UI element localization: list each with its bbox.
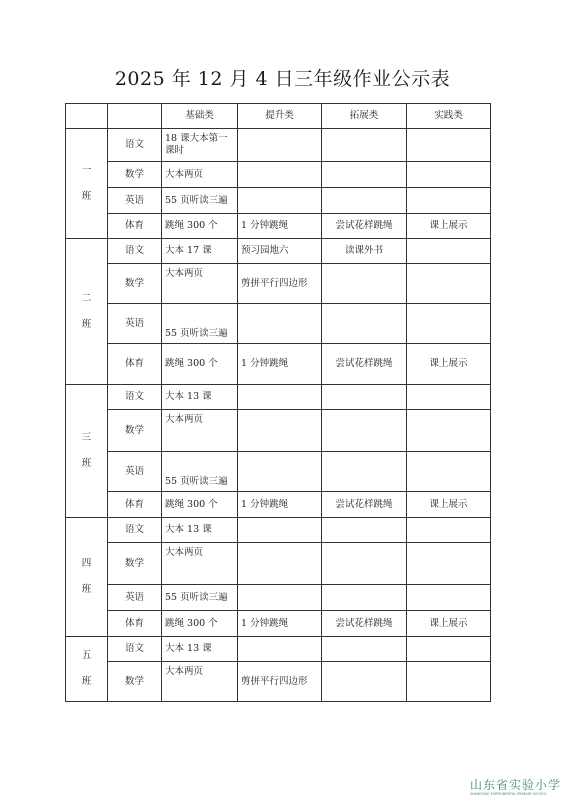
subject-cell: 数学 xyxy=(108,543,162,585)
table-row xyxy=(66,129,491,162)
basic-cell: 跳绳 300 个 xyxy=(162,344,238,385)
extension-cell xyxy=(322,162,407,188)
subject-cell: 数学 xyxy=(108,662,162,702)
extension-cell: 尝试花样跳绳 xyxy=(322,611,407,637)
advanced-cell xyxy=(238,410,322,452)
practice-cell xyxy=(407,304,491,344)
subject-cell: 体育 xyxy=(108,344,162,385)
table-row xyxy=(66,385,491,410)
practice-cell xyxy=(407,385,491,410)
subject-cell: 语文 xyxy=(108,129,162,162)
subject-cell: 体育 xyxy=(108,214,162,239)
practice-cell xyxy=(407,264,491,304)
practice-cell: 课上展示 xyxy=(407,214,491,239)
subject-cell: 数学 xyxy=(108,410,162,452)
table-row xyxy=(66,264,491,304)
basic-cell: 55 页听读三遍 xyxy=(162,188,238,214)
basic-cell: 大本 13 课 xyxy=(162,385,238,410)
extension-cell xyxy=(322,637,407,662)
extension-cell xyxy=(322,585,407,611)
subject-cell: 体育 xyxy=(108,492,162,518)
basic-cell: 55 页听读三遍 xyxy=(162,585,238,611)
practice-cell: 课上展示 xyxy=(407,611,491,637)
class-cell xyxy=(66,129,108,239)
advanced-cell xyxy=(238,637,322,662)
practice-cell: 课上展示 xyxy=(407,344,491,385)
advanced-cell: 1 分钟跳绳 xyxy=(238,492,322,518)
class-name: 四班 xyxy=(81,558,92,595)
practice-cell xyxy=(407,543,491,585)
advanced-cell xyxy=(238,162,322,188)
advanced-cell xyxy=(238,452,322,492)
basic-cell: 大本两页 xyxy=(162,264,238,304)
basic-cell: 大本 17 课 xyxy=(162,239,238,264)
advanced-cell: 1 分钟跳绳 xyxy=(238,611,322,637)
extension-cell: 尝试花样跳绳 xyxy=(322,492,407,518)
class-cell xyxy=(66,518,108,637)
extension-cell xyxy=(322,518,407,543)
practice-cell xyxy=(407,662,491,702)
table-row xyxy=(66,611,491,637)
table-row xyxy=(66,662,491,702)
homework-table xyxy=(65,103,491,702)
extension-cell xyxy=(322,188,407,214)
practice-cell xyxy=(407,239,491,264)
practice-cell xyxy=(407,129,491,162)
table-row xyxy=(66,518,491,543)
subject-cell: 数学 xyxy=(108,162,162,188)
class-cell xyxy=(66,637,108,702)
basic-cell: 大本两页 xyxy=(162,543,238,585)
subject-cell: 语文 xyxy=(108,239,162,264)
page-title: 2025 年 12 月 4 日三年级作业公示表 xyxy=(114,68,451,90)
practice-cell: 课上展示 xyxy=(407,492,491,518)
subject-cell: 语文 xyxy=(108,518,162,543)
practice-cell xyxy=(407,410,491,452)
extension-cell xyxy=(322,304,407,344)
extension-cell xyxy=(322,129,407,162)
advanced-cell xyxy=(238,543,322,585)
practice-cell xyxy=(407,452,491,492)
class-cell xyxy=(66,385,108,518)
subject-cell: 英语 xyxy=(108,585,162,611)
table-row xyxy=(66,452,491,492)
table-row xyxy=(66,344,491,385)
school-name-en: SHANDONG EXPERIMENTAL PRIMARY SCHOOL xyxy=(470,792,547,796)
subject-cell: 语文 xyxy=(108,637,162,662)
subject-cell: 数学 xyxy=(108,264,162,304)
subject-cell: 体育 xyxy=(108,611,162,637)
school-logo xyxy=(470,779,562,799)
table-row xyxy=(66,585,491,611)
header-class xyxy=(66,104,108,129)
subject-cell: 英语 xyxy=(108,304,162,344)
basic-cell: 18 课大本第一课时 xyxy=(162,129,238,162)
extension-cell xyxy=(322,410,407,452)
class-name: 三班 xyxy=(81,432,92,469)
table-row xyxy=(66,188,491,214)
table-row xyxy=(66,304,491,344)
advanced-cell xyxy=(238,188,322,214)
advanced-cell: 预习园地六 xyxy=(238,239,322,264)
class-name: 二班 xyxy=(81,292,92,330)
table-row xyxy=(66,214,491,239)
subject-cell: 英语 xyxy=(108,188,162,214)
table-row xyxy=(66,543,491,585)
basic-cell: 55 页听读三遍 xyxy=(162,304,238,344)
practice-cell xyxy=(407,585,491,611)
advanced-cell xyxy=(238,304,322,344)
header-practice: 实践类 xyxy=(407,104,491,129)
practice-cell xyxy=(407,637,491,662)
basic-cell: 55 页听读三遍 xyxy=(162,452,238,492)
extension-cell: 读课外书 xyxy=(322,239,407,264)
subject-cell: 语文 xyxy=(108,385,162,410)
extension-cell xyxy=(322,662,407,702)
advanced-cell: 剪拼平行四边形 xyxy=(238,264,322,304)
class-name: 一班 xyxy=(81,164,92,202)
table-row xyxy=(66,239,491,264)
advanced-cell: 剪拼平行四边形 xyxy=(238,662,322,702)
header-subject xyxy=(108,104,162,129)
extension-cell: 尝试花样跳绳 xyxy=(322,214,407,239)
basic-cell: 大本两页 xyxy=(162,162,238,188)
extension-cell xyxy=(322,385,407,410)
header-basic: 基础类 xyxy=(162,104,238,129)
extension-cell xyxy=(322,543,407,585)
extension-cell xyxy=(322,264,407,304)
basic-cell: 大本 13 课 xyxy=(162,637,238,662)
advanced-cell xyxy=(238,585,322,611)
class-name: 五班 xyxy=(81,650,92,687)
basic-cell: 大本两页 xyxy=(162,410,238,452)
table-row xyxy=(66,492,491,518)
basic-cell: 跳绳 300 个 xyxy=(162,611,238,637)
school-name-cn: 山东省实验小学 xyxy=(470,778,562,792)
advanced-cell xyxy=(238,518,322,543)
basic-cell: 跳绳 300 个 xyxy=(162,214,238,239)
advanced-cell xyxy=(238,129,322,162)
extension-cell: 尝试花样跳绳 xyxy=(322,344,407,385)
header-extension: 拓展类 xyxy=(322,104,407,129)
table-header-row xyxy=(66,104,491,129)
basic-cell: 跳绳 300 个 xyxy=(162,492,238,518)
class-cell xyxy=(66,239,108,385)
header-advanced: 提升类 xyxy=(238,104,322,129)
practice-cell xyxy=(407,162,491,188)
basic-cell: 大本 13 课 xyxy=(162,518,238,543)
advanced-cell xyxy=(238,385,322,410)
table-row xyxy=(66,410,491,452)
table-row xyxy=(66,637,491,662)
advanced-cell: 1 分钟跳绳 xyxy=(238,214,322,239)
subject-cell: 英语 xyxy=(108,452,162,492)
practice-cell xyxy=(407,188,491,214)
table-row xyxy=(66,162,491,188)
practice-cell xyxy=(407,518,491,543)
basic-cell: 大本两页 xyxy=(162,662,238,702)
advanced-cell: 1 分钟跳绳 xyxy=(238,344,322,385)
extension-cell xyxy=(322,452,407,492)
